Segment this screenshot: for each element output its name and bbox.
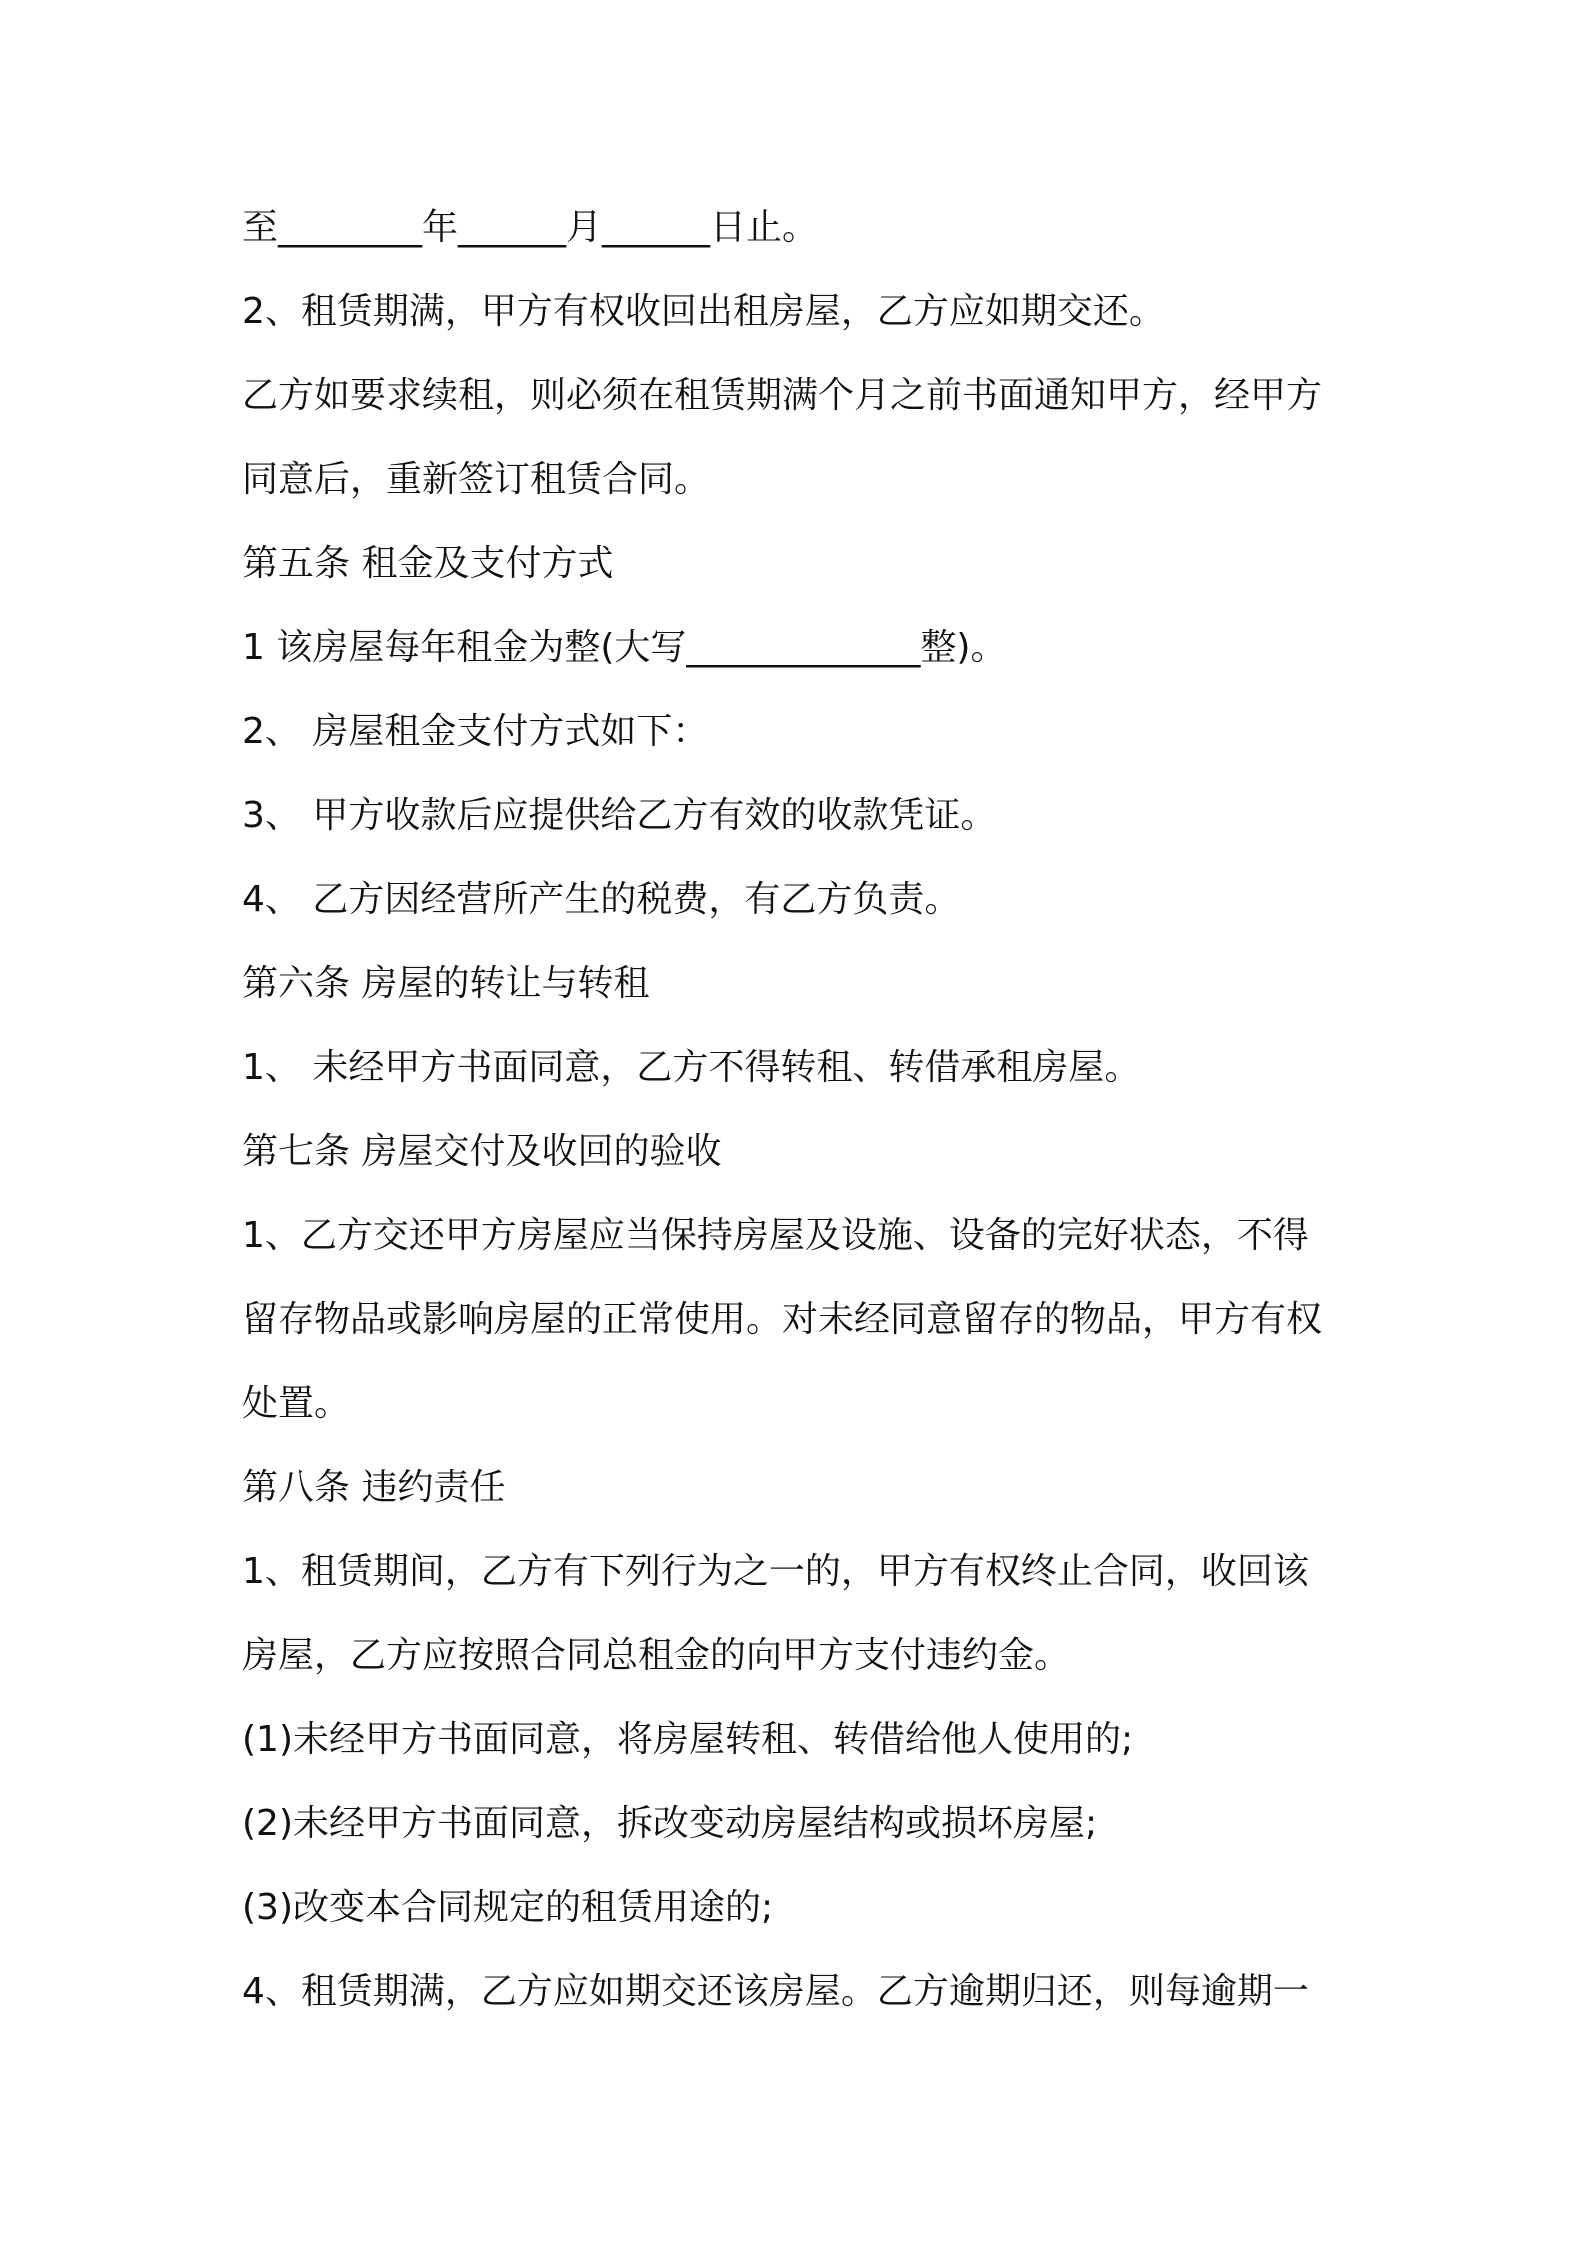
- text-line-19: (1)未经甲方书面同意，将房屋转租、转借给他人使用的;: [242, 1719, 1134, 1760]
- section-heading-7: 第七条 房屋交付及收回的验收: [242, 1131, 722, 1172]
- text-line-7: 2、 房屋租金支付方式如下：: [242, 711, 709, 752]
- text-line-9: 4、 乙方因经营所产生的税费，有乙方负责。: [242, 879, 961, 920]
- text-line-6: 1 该房屋每年租金为整(大写_____________整)。: [242, 627, 1007, 668]
- text-line-14: 留存物品或影响房屋的正常使用。对未经同意留存的物品，甲方有权: [242, 1299, 1323, 1340]
- text-line-3: 乙方如要求续租，则必须在租赁期满个月之前书面通知甲方，经甲方: [242, 375, 1323, 416]
- text-line-13: 1、乙方交还甲方房屋应当保持房屋及设施、设备的完好状态，不得: [242, 1215, 1309, 1256]
- section-heading-8: 第八条 违约责任: [242, 1467, 506, 1508]
- text-line-20: (2)未经甲方书面同意，拆改变动房屋结构或损坏房屋;: [242, 1803, 1098, 1844]
- text-line-1: 至________年______月______日止。: [242, 207, 819, 248]
- section-heading-6: 第六条 房屋的转让与转租: [242, 963, 650, 1004]
- text-line-22: 4、租赁期满，乙方应如期交还该房屋。乙方逾期归还，则每逾期一: [242, 1971, 1309, 2012]
- text-line-8: 3、 甲方收款后应提供给乙方有效的收款凭证。: [242, 795, 997, 836]
- text-line-21: (3)改变本合同规定的租赁用途的;: [242, 1887, 774, 1928]
- text-line-11: 1、 未经甲方书面同意，乙方不得转租、转借承租房屋。: [242, 1047, 1141, 1088]
- section-heading-5: 第五条 租金及支付方式: [242, 543, 614, 584]
- text-line-4: 同意后，重新签订租赁合同。: [242, 459, 711, 500]
- text-line-18: 房屋，乙方应按照合同总租金的向甲方支付违约金。: [242, 1635, 1071, 1676]
- text-line-2: 2、租赁期满，甲方有权收回出租房屋，乙方应如期交还。: [242, 291, 1165, 332]
- text-line-15: 处置。: [242, 1383, 351, 1424]
- text-line-17: 1、租赁期间，乙方有下列行为之一的，甲方有权终止合同，收回该: [242, 1551, 1309, 1592]
